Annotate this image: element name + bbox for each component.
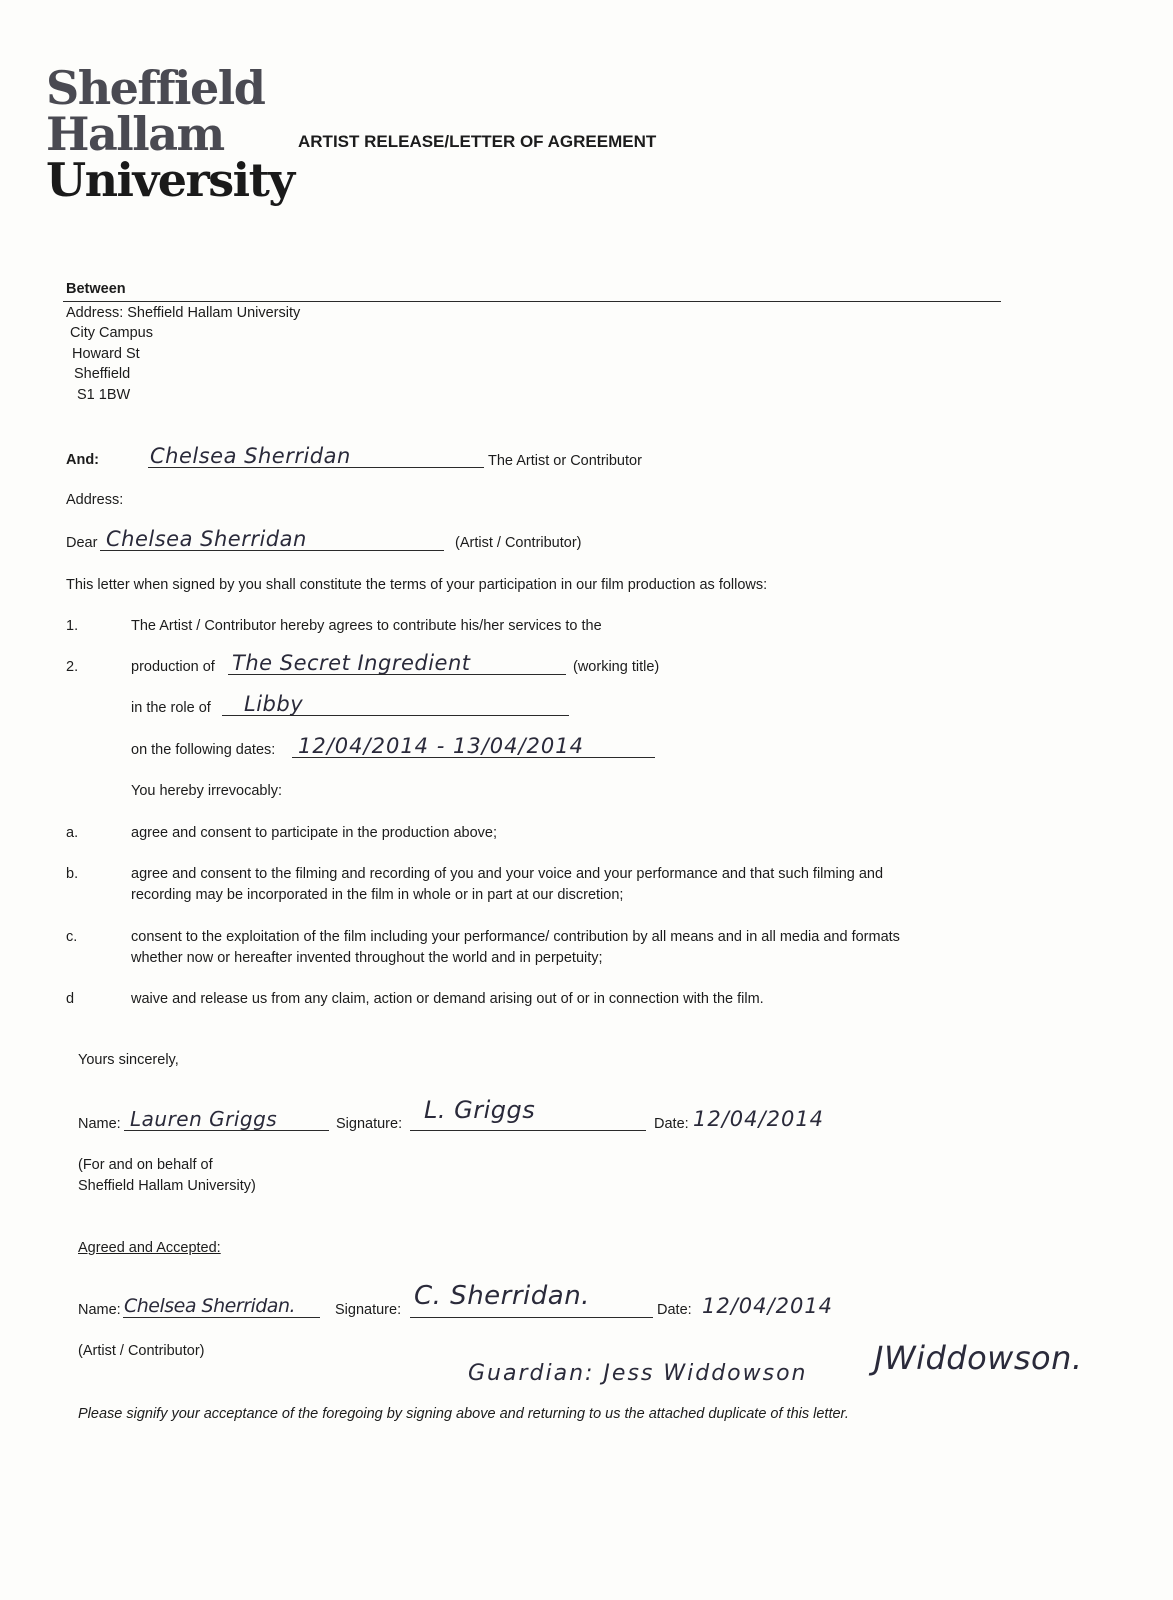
dear-name-line (100, 550, 444, 551)
sig2-date-handwritten: 12/04/2014 (702, 1294, 834, 1318)
artist-role-label: The Artist or Contributor (488, 453, 642, 469)
guardian-handwritten: Guardian: Jess Widdowson (468, 1361, 808, 1386)
artist-contributor-note: (Artist / Contributor) (78, 1343, 205, 1359)
and-name-line (148, 467, 484, 468)
sig1-date-label: Date: (654, 1116, 689, 1132)
production-label: production of (131, 659, 215, 675)
production-title-handwritten: The Secret Ingredient (232, 651, 471, 675)
sig2-signature-handwritten: C. Sherridan. (414, 1281, 590, 1311)
sig1-name-handwritten: Lauren Griggs (130, 1107, 278, 1131)
item-letter: d (66, 991, 75, 1007)
address-line: S1 1BW (77, 387, 131, 403)
dates-label: on the following dates: (131, 742, 276, 758)
logo-university: University (46, 153, 294, 207)
guardian-signature: JWiddowson. (874, 1339, 1083, 1377)
sig2-date-label: Date: (657, 1302, 692, 1318)
logo-sheffield: Sheffield (46, 61, 265, 115)
item-text: agree and consent to the filming and recording of you and your voice and your performance and that such filming and (131, 866, 884, 882)
irrevocably-text: You hereby irrevocably: (131, 783, 282, 799)
between-label: Between (66, 281, 126, 297)
dear-label: Dear (66, 535, 98, 551)
document-title: ARTIST RELEASE/LETTER OF AGREEMENT (298, 132, 657, 151)
sig2-name-line (123, 1317, 320, 1318)
item-letter: a. (66, 825, 79, 841)
role-line (222, 715, 569, 716)
item-text: consent to the exploitation of the film including your performance/ contribution by all means and in all media and formats (131, 929, 900, 945)
dates-line (292, 757, 655, 758)
item-letter: c. (66, 929, 78, 945)
item-letter: b. (66, 866, 79, 882)
intro-text: This letter when signed by you shall constitute the terms of your participation in our film production as follows: (66, 577, 768, 593)
role-handwritten: Libby (244, 692, 304, 716)
behalf-line: (For and on behalf of (78, 1157, 213, 1173)
sig2-name-label: Name: (78, 1302, 121, 1318)
dear-suffix: (Artist / Contributor) (455, 535, 582, 551)
clause-text: The Artist / Contributor hereby agrees to contribute his/her services to the (131, 618, 602, 634)
item-text: agree and consent to participate in the production above; (131, 825, 497, 841)
behalf-line: Sheffield Hallam University) (78, 1178, 256, 1194)
sig2-signature-label: Signature: (335, 1302, 402, 1318)
sig2-name-handwritten: Chelsea Sherridan. (124, 1295, 296, 1317)
address-line: Sheffield (74, 366, 131, 382)
and-label: And: (66, 452, 100, 468)
working-title-label: (working title) (573, 659, 660, 675)
clause-number: 2. (66, 659, 79, 675)
sig1-signature-label: Signature: (336, 1116, 403, 1132)
item-text: whether now or hereafter invented throughout the world and in perpetuity; (131, 950, 603, 966)
sig1-signature-handwritten: L. Griggs (424, 1096, 536, 1124)
item-text: recording may be incorporated in the film in whole or in part at our discretion; (131, 887, 624, 903)
artist-name-handwritten: Chelsea Sherridan (150, 444, 351, 468)
sig1-date-handwritten: 12/04/2014 (693, 1107, 825, 1131)
dates-handwritten: 12/04/2014 - 13/04/2014 (298, 734, 585, 758)
item-text: waive and release us from any claim, action or demand arising out of or in connection with the film. (131, 991, 764, 1007)
between-rule (63, 301, 1001, 302)
role-label: in the role of (131, 700, 211, 716)
closing: Yours sincerely, (78, 1052, 179, 1068)
address-line: City Campus (70, 325, 153, 341)
dear-name-handwritten: Chelsea Sherridan (106, 527, 307, 551)
sig2-signature-line (410, 1317, 653, 1318)
sig1-name-label: Name: (78, 1116, 121, 1132)
address-line: Howard St (72, 346, 140, 362)
sig1-name-line (124, 1130, 329, 1131)
address-line: Address: Sheffield Hallam University (66, 305, 301, 321)
address-label: Address: (66, 492, 124, 508)
clause-number: 1. (66, 618, 79, 634)
production-line (228, 674, 566, 675)
logo-hallam: Hallam (46, 107, 224, 161)
agreed-heading: Agreed and Accepted: (78, 1240, 221, 1256)
sig1-signature-line (410, 1130, 646, 1131)
footer-instruction: Please signify your acceptance of the foregoing by signing above and returning to us the attached duplicate of this letter. (78, 1406, 849, 1422)
